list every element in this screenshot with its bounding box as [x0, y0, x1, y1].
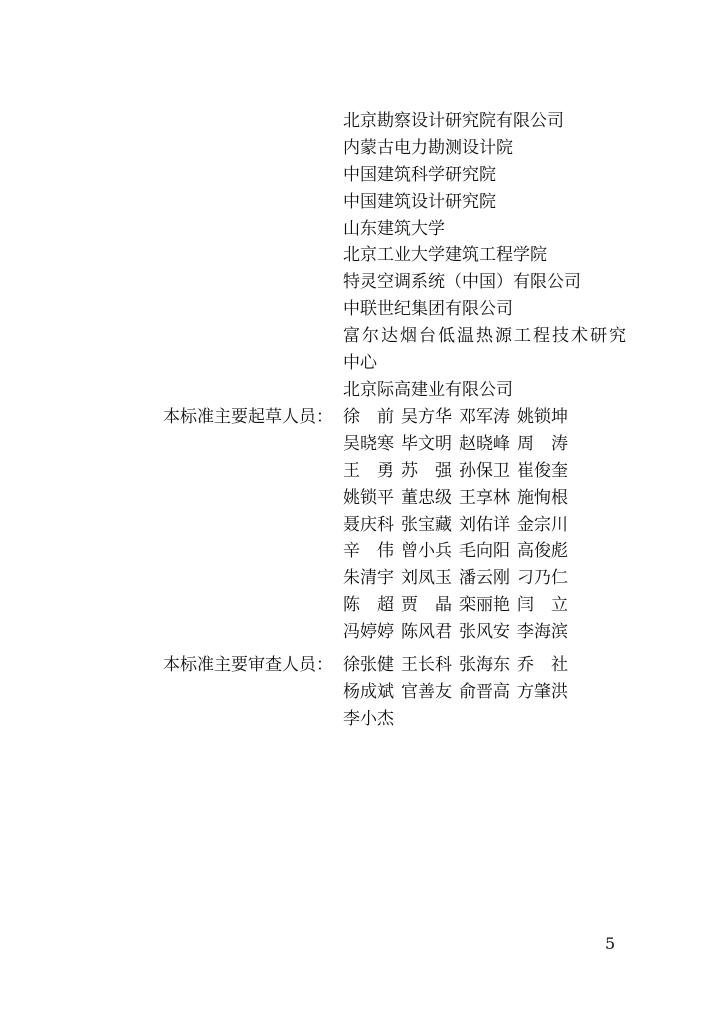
drafters-label: 本标准主要起草人员：: [163, 407, 333, 427]
drafter-name: 刁乃仁: [517, 568, 568, 589]
drafter-name: 潘云刚: [459, 568, 510, 589]
drafter-name: 张风安: [459, 622, 510, 643]
reviewer-name: 李小杰: [343, 708, 394, 729]
reviewer-name: 官善友: [401, 681, 452, 702]
organization-item: 富尔达烟台低温热源工程技术研究: [343, 326, 628, 347]
drafters-grid: [343, 404, 575, 646]
organization-item: 中联世纪集团有限公司: [343, 299, 513, 320]
drafter-name: 刘凤玉: [401, 568, 452, 589]
reviewer-name: 方肇洪: [517, 681, 568, 702]
drafter-name: 金宗川: [517, 514, 568, 535]
drafter-name: 陈 超: [343, 595, 394, 616]
drafter-name: 高俊彪: [517, 541, 568, 562]
drafter-name: 贾 晶: [401, 595, 452, 616]
drafter-name: 邓军涛: [459, 407, 510, 427]
drafter-name: 徐 前: [343, 407, 394, 427]
drafter-name: 毕文明: [401, 433, 452, 454]
drafter-name: 闫 立: [517, 595, 568, 616]
drafter-name: 栾丽艳: [459, 595, 510, 616]
drafter-name: 赵晓峰: [459, 433, 510, 454]
drafter-name: 施恂根: [517, 487, 568, 508]
reviewers-label: 本标准主要审查人员：: [163, 655, 333, 675]
reviewer-name: 乔 社: [517, 655, 568, 675]
reviewers-grid: [343, 652, 575, 733]
organization-item: 内蒙古电力勘测设计院: [343, 137, 513, 158]
organization-item: 山东建筑大学: [343, 218, 445, 239]
reviewer-name: 徐张健: [343, 655, 394, 675]
reviewer-name: 张海东: [459, 655, 510, 675]
drafter-name: 冯婷婷: [343, 622, 394, 643]
drafter-name: 毛向阳: [459, 541, 510, 562]
drafter-name: 崔俊奎: [517, 460, 568, 481]
reviewer-name: 杨成斌: [343, 681, 394, 702]
organization-list: [343, 108, 643, 404]
organization-item: 北京工业大学建筑工程学院: [343, 245, 547, 266]
drafter-name: 吴晓寒: [343, 433, 394, 454]
organization-item: 北京际高建业有限公司: [343, 379, 513, 400]
organization-item: 北京勘察设计研究院有限公司: [343, 111, 564, 131]
drafter-name: 王 勇: [343, 460, 394, 481]
drafter-name: 孙保卫: [459, 460, 510, 481]
page-number: 5: [605, 934, 616, 953]
organization-item: 中国建筑科学研究院: [343, 164, 496, 185]
drafter-name: 刘佑详: [459, 514, 510, 535]
drafter-name: 姚锁坤: [517, 407, 568, 427]
drafter-name: 李海滨: [517, 622, 568, 643]
drafter-name: 聂庆科: [343, 514, 394, 535]
drafter-name: 董忠级: [401, 487, 452, 508]
organization-item: 特灵空调系统（中国）有限公司: [343, 272, 581, 293]
drafter-name: 曾小兵: [401, 541, 452, 562]
drafter-name: 周 涛: [517, 433, 568, 454]
drafter-name: 王享林: [459, 487, 510, 508]
drafter-name: 吴方华: [401, 407, 452, 427]
drafter-name: 张宝藏: [401, 514, 452, 535]
organization-item: 中国建筑设计研究院: [343, 191, 496, 212]
drafter-name: 姚锁平: [343, 487, 394, 508]
reviewer-name: 俞晋高: [459, 681, 510, 702]
drafter-name: 辛 伟: [343, 541, 394, 562]
reviewer-name: 王长科: [401, 655, 452, 675]
drafter-name: 朱清宇: [343, 568, 394, 589]
drafter-name: 苏 强: [401, 460, 452, 481]
drafter-name: 陈风君: [401, 622, 452, 643]
organization-item: 中心: [343, 353, 377, 374]
